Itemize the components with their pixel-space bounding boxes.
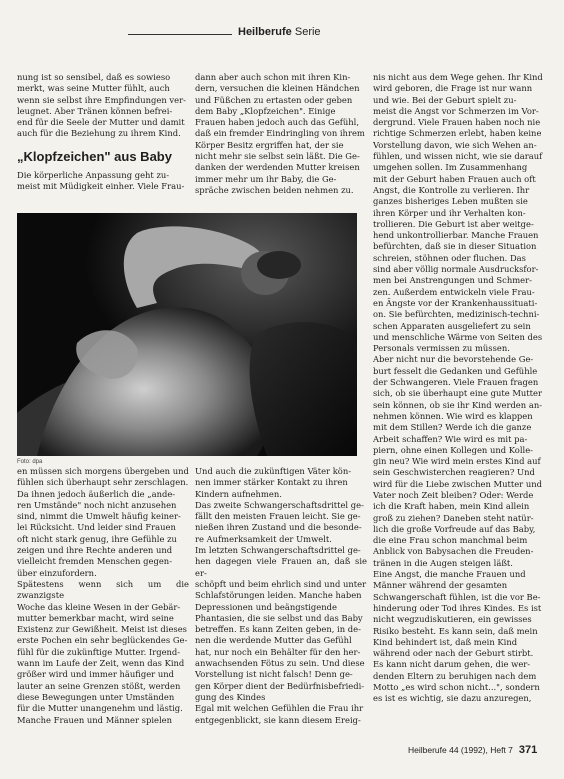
text-line: auch für die Beziehung zu ihrem Kind. (17, 128, 181, 139)
text-line: der Schwangeren. Viele Frauen fragen (373, 377, 539, 388)
text-line: Woche das kleine Wesen in der Gebär- (17, 601, 181, 612)
text-line: dem Baby „Klopfzeichen". Einige (195, 105, 336, 116)
text-line: lich die große Vorfreude auf das Baby, (373, 523, 536, 534)
text-line: Kindern aufnehmen. (195, 488, 282, 499)
text-line: tränen in die Augen steigen läßt. (373, 557, 513, 568)
text-line: vielleicht fremden Menschen gegen- (17, 556, 173, 567)
running-header (238, 26, 321, 42)
text-line: Spätestens wenn sich um die zwanzigste (17, 578, 189, 601)
text-line: Anblick von Babysachen die Freuden- (373, 546, 534, 557)
text-line: für die Mutter unangenehm und lästig. (17, 703, 183, 714)
text-line: hinderung oder Tod ihres Kindes. Es ist (373, 602, 542, 613)
text-line: mutter bemerkbar macht, wird seine (17, 612, 174, 623)
text-line: en müssen sich morgens übergeben und (17, 466, 189, 476)
text-line: meist mit Müdigkeit einher. Viele Frau- (17, 181, 185, 192)
text-line: nung ist so sensibel, daß es sowieso (17, 72, 171, 82)
text-line: betreffen. Es kann Zeiten geben, in de- (195, 624, 361, 635)
text-line: danken der werdenden Mutter kreisen (195, 162, 360, 173)
text-line: re Aufmerksamkeit der Umwelt. (195, 533, 332, 544)
text-line: mit dem Stillen? Werde ich die ganze (373, 422, 532, 433)
text-line: zen. Außerdem entwickeln viele Frau- (373, 286, 535, 297)
text-line: nehmen können. Wie wird es klappen (373, 410, 533, 421)
text-line: hat, nur noch ein Behälter für den her- (195, 646, 361, 657)
text-line: Risiko besteht. Es kann sein, daß mein (373, 625, 538, 636)
page-footer (408, 744, 548, 758)
text-line: ren Umstände" noch nicht anzusehen (17, 499, 177, 510)
text-line: Und auch die zukünftigen Väter kön- (195, 466, 352, 476)
text-line: lei Rücksicht. Und leider sind Frauen (17, 522, 176, 533)
text-line: richtige Schmerzen erlebt, haben keine (373, 128, 542, 139)
text-line: gen Körper dient der Bedürfnisbefriedi- (195, 680, 365, 691)
text-line: Eine Angst, die manche Frauen und (373, 569, 526, 580)
text-line: dergrund. Viele Frauen haben noch nie (373, 117, 541, 128)
col1-lines2 (17, 170, 189, 193)
column-2-bottom (195, 466, 367, 756)
text-line: und menschliche Wärme von Seiten des (373, 331, 543, 342)
text-line: wird für die Liebe zwischen Mutter und (373, 478, 542, 489)
text-line: merkt, was seine Mutter fühlt, auch (17, 83, 170, 94)
text-line: diese Bewegungen unter Umständen (17, 691, 175, 702)
text-line: anwachsenden Fötus zu sein. Und diese (195, 658, 365, 669)
text-line: sind, nimmt die Umwelt häufig keiner- (17, 511, 181, 522)
header-rule (128, 34, 232, 35)
text-line: spräche zwischen beiden nehmen zu. (195, 184, 354, 195)
text-line: Männer während der gesamten (373, 580, 508, 591)
col2b-lines (195, 466, 367, 726)
text-line: größer wird und immer häufiger und (17, 669, 174, 680)
text-line: immer mehr um ihr Baby, die Ge- (195, 173, 337, 184)
text-line: sich, ob sie überhaupt eine gute Mutter (373, 388, 542, 399)
col2-lines (195, 72, 367, 196)
column-1-bottom (17, 466, 189, 756)
text-line: lauter an seine Grenzen stößt, werden (17, 680, 181, 691)
text-line: entgegenblickt, sie kann diesem Ereig- (195, 714, 361, 725)
text-line: Kind behindert ist, daß mein Kind (373, 636, 518, 647)
text-line: ich die Kraft haben, mein Kind allein (373, 501, 530, 512)
text-line: fühlen, und wissen nicht, wie sie darauf (373, 151, 543, 162)
col1b-lines (17, 466, 189, 726)
text-line: umgehen sollen. Im Zusammenhang (373, 162, 528, 173)
text-line: fühl für die zukünftige Mutter. Irgend- (17, 646, 181, 657)
text-line: Manche Frauen und Männer spielen (17, 714, 172, 725)
text-line: end für die Seele der Mutter und damit (17, 117, 185, 128)
header-brand: Heilberufe (238, 26, 292, 38)
text-line: schöpft und beim ehrlich sind und unter (195, 578, 367, 589)
footer-issue: Heilberufe 44 (1992), Heft 7 (408, 745, 513, 755)
text-line: schen Apparaten ausgeliefert zu sein (373, 320, 531, 331)
text-line: über einzufordern. (17, 567, 97, 578)
text-line: fällt den meisten Frauen leicht. Sie ge- (195, 511, 361, 522)
text-line: Körper Besitz ergriffen hat, der sie (195, 139, 344, 150)
text-line: Vater noch Zeit bleiben? Oder: Werde (373, 489, 534, 500)
text-line: die eine Frau schon manchmal beim (373, 535, 528, 546)
text-line: on. Sie befürchten, medizinisch-techni- (373, 309, 540, 320)
text-line: piern, ohne einen Kollegen und Kolle- (373, 444, 533, 455)
text-line: Schlafstörungen leiden. Manche haben (195, 590, 362, 601)
text-line: Im letzten Schwangerschaftsdrittel ge- (195, 545, 361, 556)
text-line: Schwangerschaft fühlen, ist die vor Be- (373, 591, 541, 602)
text-line: ihren Körper und ihr Verhalten kon- (373, 207, 526, 218)
text-line: es ist es wichtig, sie dazu anzuregen, (373, 693, 532, 704)
text-line: hen dagegen viele Frauen an, daß sie er- (195, 556, 367, 578)
text-line: mit der Geburt haben Frauen auch oft (373, 173, 536, 184)
text-line: Aber nicht nur die bevorstehende Ge- (373, 354, 534, 365)
col1-lines (17, 72, 189, 140)
text-line: daß ein fremder Eindringling von ihrem (195, 128, 365, 139)
text-line: men bei Anstrengungen und Schmer- (373, 275, 532, 286)
text-line: nicht mehr sie selbst sein läßt. Die Ge- (195, 151, 360, 162)
text-line: burt fesselt die Gedanken und Gefühle (373, 365, 538, 376)
text-line: wenn sie selbst ihre Empfindungen ver- (17, 94, 186, 105)
text-line: Das zweite Schwangerschaftsdrittel ge- (195, 499, 364, 510)
text-line: Die körperliche Anpassung geht zu- (17, 169, 170, 180)
text-line: Vorstellung ist nicht falsch! Denn ge- (195, 669, 353, 680)
photo-illustration (17, 213, 357, 456)
text-line: en Ängste vor der Krankenhaussituati- (373, 297, 538, 308)
text-line: Egal mit welchen Gefühlen die Frau ihr (195, 703, 364, 714)
text-line: groß zu ziehen? Daneben steht natür- (373, 512, 534, 523)
text-line: oft nicht stark genug, ihre Gefühle zu (17, 533, 177, 544)
text-line: nicht wegzudiskutieren, ein gewisses (373, 614, 532, 625)
text-line: Es kann nicht darum gehen, die wer- (373, 659, 531, 670)
text-line: trollieren. Die Geburt ist aber weitge- (373, 218, 534, 229)
text-line: sein Geschwisterchen reagieren? Und (373, 467, 535, 478)
text-line: schreien, stöhnen oder fluchen. Das (373, 252, 526, 263)
column-1-top (17, 72, 189, 194)
text-line: zeigen und ihre Rechte anderen und (17, 545, 173, 556)
header-section: Serie (294, 26, 321, 38)
text-line: und Füßchen zu ertasten oder geben (195, 94, 353, 105)
text-line: fühlen sich überhaupt sehr zerschlagen. (17, 477, 189, 488)
text-line: dern, versuchen die kleinen Händchen (195, 83, 360, 94)
text-line: Motto „es wird schon nicht...", sondern (373, 682, 540, 693)
text-line: sein können, ob sie ihr Kind werden an- (373, 399, 543, 410)
text-line: Da ihnen jedoch äußerlich die „ande- (17, 488, 176, 499)
text-line: Arbeit schaffen? Wie wird es mit pa- (373, 433, 528, 444)
text-line: nen die werdende Mutter das Gefühl (195, 635, 352, 646)
text-line: Phantasien, die sie selbst und das Baby (195, 612, 363, 623)
text-line: wird geboren, die Frage ist nur wann (373, 83, 533, 94)
text-line: leugnet. Aber Tränen können befrei- (17, 105, 173, 116)
text-line: denden Eltern zu beruhigen nach dem (373, 670, 537, 681)
text-line: hend unkontrollierbar. Manche Frauen (373, 230, 539, 241)
text-line: während oder nach der Geburt stirbt. (373, 648, 534, 659)
text-line: ganzes bisheriges Leben mußten sie (373, 196, 528, 207)
text-line: wann im Laufe der Zeit, wenn das Kind (17, 658, 185, 669)
text-line: Personals vermissen zu müssen. (373, 343, 510, 354)
text-line: gung des Kindes (195, 691, 266, 702)
text-line: sind aber völlig normale Ausdrucksfor- (373, 264, 539, 275)
text-line: befürchten, daß sie in dieser Situation (373, 241, 537, 252)
text-line: nen immer stärker Kontakt zu ihren (195, 477, 348, 488)
text-line: nießen ihren Zustand und die besonde- (195, 522, 362, 533)
text-line: erste Pochen ein sehr beglückendes Ge- (17, 635, 188, 646)
article-photo (17, 213, 357, 456)
column-2-top (195, 72, 367, 213)
page-number: 371 (518, 744, 538, 756)
text-line: Frauen haben jedoch auch das Gefühl, (195, 117, 359, 128)
text-line: Angst, die Kontrolle zu verlieren. Ihr (373, 184, 530, 195)
subheading: „Klopfzeichen" aus Baby (17, 148, 172, 164)
column-3 (373, 72, 547, 744)
text-line: Existenz zur Gewißheit. Meist ist dieses (17, 624, 187, 635)
text-line: dann aber auch schon mit ihren Kin- (195, 72, 351, 82)
text-line: und wie. Bei der Geburt spielt zu- (373, 94, 517, 105)
col3-lines (373, 72, 547, 705)
text-line: Depressionen und beängstigende (195, 601, 337, 612)
text-line: gin neu? Wie wird mein erstes Kind auf (373, 456, 541, 467)
photo-caption: Foto: dpa (17, 459, 43, 465)
text-line: Vorstellung davon, wie sich Wehen an- (373, 139, 537, 150)
text-line: meist die Angst vor Schmerzen im Vor- (373, 105, 539, 116)
text-line: nis nicht aus dem Wege gehen. Ihr Kind (373, 72, 543, 82)
